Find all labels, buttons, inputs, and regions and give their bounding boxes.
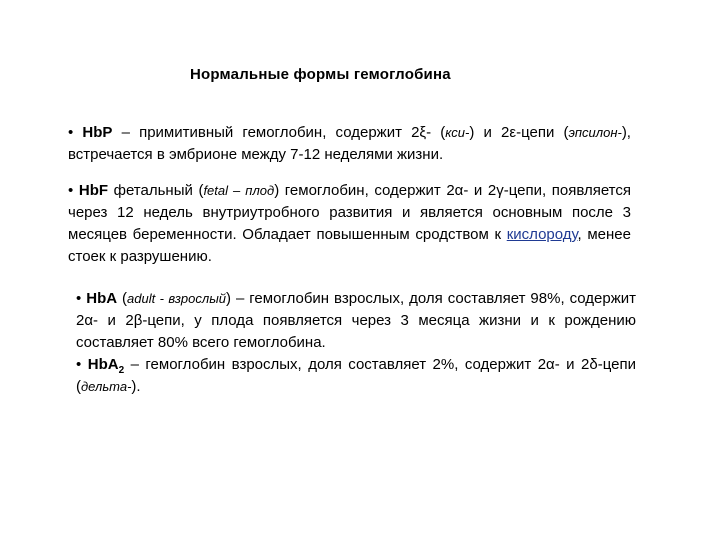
- paragraph-hbp: [68, 122, 631, 166]
- term-hba2: [87, 356, 125, 376]
- term-hba2-subscript: 2: [118, 365, 125, 376]
- bullet: •: [68, 124, 74, 141]
- term-hba: HbA: [86, 290, 118, 307]
- page-title: Нормальные формы гемоглобина: [190, 66, 451, 83]
- oxygen-link[interactable]: кислороду: [506, 226, 578, 243]
- text: ) гемоглобин, содержит 2α- и 2γ-цепи, появляется через 12 недель внутриутробного развития и является основным после 3 месяцев беременности. Обладает повышенным сродством к: [68, 182, 631, 243]
- italic-note: дельта-: [81, 379, 132, 394]
- text: ) и 2ε-цепи (: [469, 124, 569, 141]
- text: – примитивный гемоглобин, содержит 2ξ- (: [112, 124, 446, 141]
- text: фетальный (: [108, 182, 204, 199]
- italic-note: кси-: [445, 125, 470, 140]
- bullet: •: [68, 182, 74, 199]
- text: ), встречается в эмбрионе между 7-12 неделями жизни.: [68, 124, 631, 163]
- text: (: [117, 290, 128, 307]
- paragraph-hba: [76, 288, 636, 398]
- bullet: •: [76, 356, 82, 373]
- term-hba2-name: HbA: [87, 356, 119, 373]
- bullet: •: [76, 290, 82, 307]
- italic-note: fetal – плод: [203, 183, 275, 198]
- term-hbp: HbP: [82, 124, 113, 141]
- text: ).: [131, 378, 141, 395]
- italic-note: adult - взрослый: [127, 291, 227, 306]
- term-hbf: HbF: [78, 182, 109, 199]
- text: – гемоглобин взрослых, доля составляет 2%, содержит 2α- и 2δ-цепи (: [76, 356, 636, 395]
- italic-note: эпсилон-: [568, 125, 622, 140]
- text: , менее стоек к разрушению.: [68, 226, 631, 265]
- text: ) – гемоглобин взрослых, доля составляет 98%, содержит 2α- и 2β-цепи, у плода появляется через 3 месяца жизни и к рождению составляет 80% всего гемоглобина.: [76, 290, 636, 351]
- paragraph-hbf: [68, 180, 631, 268]
